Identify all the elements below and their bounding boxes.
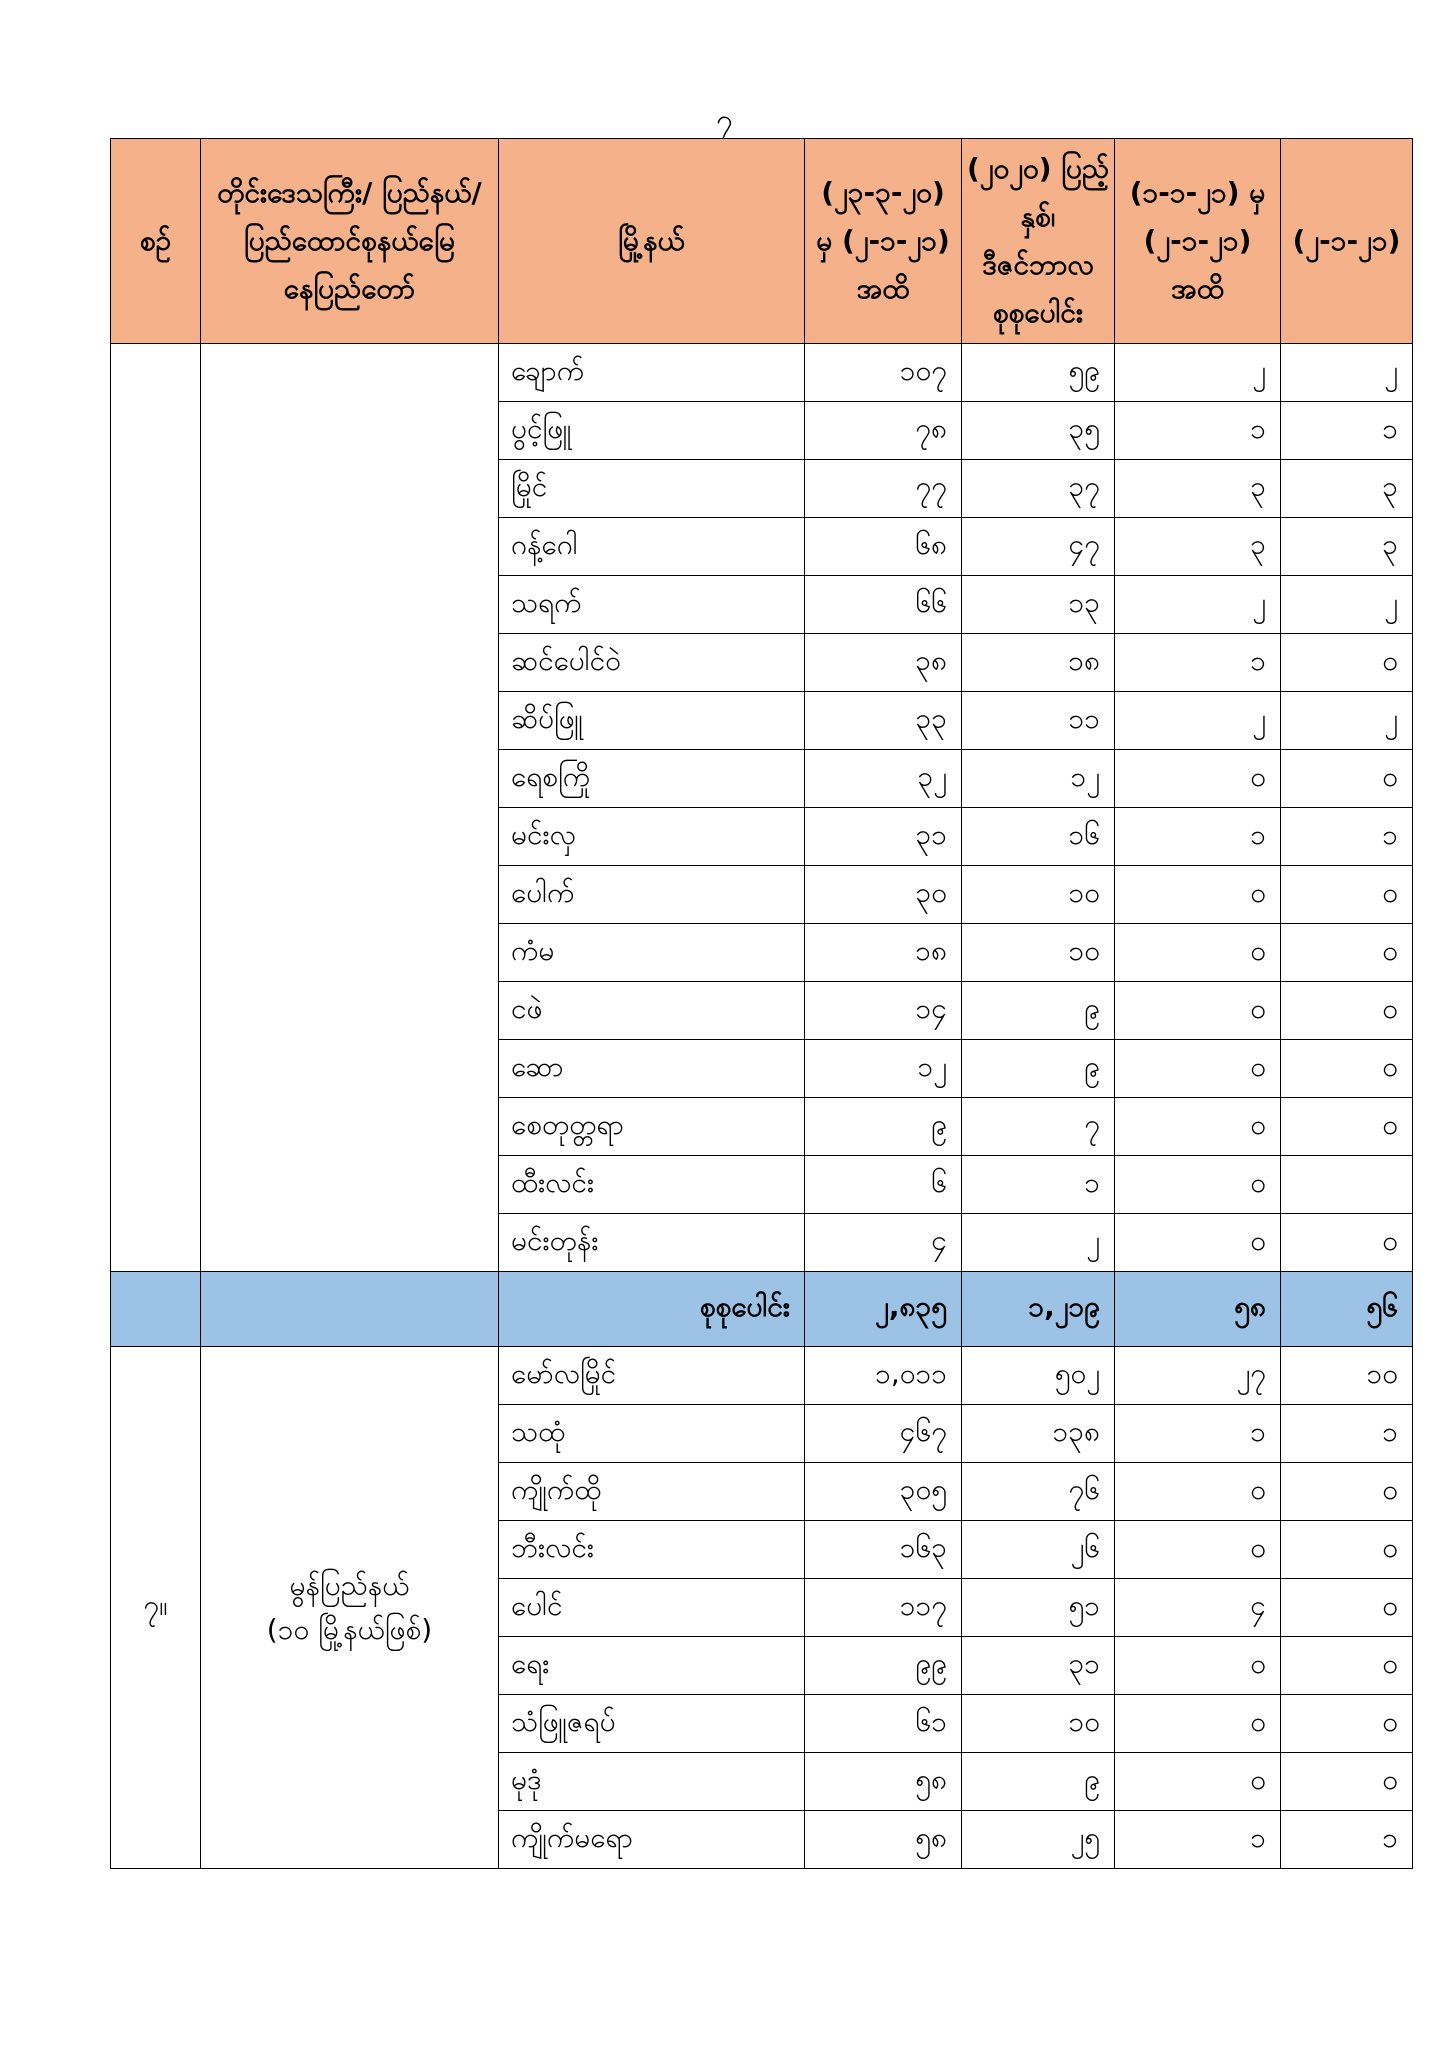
township-cell: မင်းလှ — [499, 808, 805, 866]
col3-cell: ၄ — [1115, 1579, 1281, 1637]
col2-cell: ၁၀ — [962, 1695, 1115, 1753]
col1-cell: ၁၂ — [805, 1040, 962, 1098]
col1-cell: ၆၈ — [805, 518, 962, 576]
col1-cell: ၄ — [805, 1214, 962, 1272]
col3-cell: ၀ — [1115, 1156, 1281, 1214]
col3-cell: ၁ — [1115, 634, 1281, 692]
col4-cell: ၂ — [1281, 692, 1413, 750]
serial-number-cell: ၇။ — [111, 1347, 201, 1869]
col3-cell: ၁ — [1115, 1811, 1281, 1869]
col2-cell: ၉ — [962, 982, 1115, 1040]
page-number: ၇ — [716, 103, 733, 138]
col3-cell: ၁ — [1115, 402, 1281, 460]
col3-cell: ၀ — [1115, 924, 1281, 982]
col1-cell: ၆၆ — [805, 576, 962, 634]
col3-cell: ၃ — [1115, 518, 1281, 576]
col4-cell: ၀ — [1281, 1214, 1413, 1272]
col3-cell: ၀ — [1115, 866, 1281, 924]
total-label: စုစုပေါင်း — [499, 1272, 805, 1347]
col3-cell: ၂၇ — [1115, 1347, 1281, 1405]
table-row — [111, 344, 1413, 402]
col2-cell: ၁ — [962, 1156, 1115, 1214]
col4-cell: ၀ — [1281, 1579, 1413, 1637]
col2-cell: ၁၃ — [962, 576, 1115, 634]
township-cell: ဆင်ပေါင်ဝဲ — [499, 634, 805, 692]
col4-cell: ၀ — [1281, 1040, 1413, 1098]
header-row — [111, 139, 1413, 344]
township-cell: ထီးလင်း — [499, 1156, 805, 1214]
col2-cell: ၂၆ — [962, 1521, 1115, 1579]
col4-cell: ၁ — [1281, 1811, 1413, 1869]
col4-cell: ၀ — [1281, 1695, 1413, 1753]
group-2-body — [111, 1347, 1413, 1869]
region-township-count: (၁၀ မြို့နယ်ဖြစ်) — [266, 1612, 433, 1646]
township-cell: ရေး — [499, 1637, 805, 1695]
col3-cell: ၂ — [1115, 576, 1281, 634]
township-cell: ဆိပ်ဖြူ — [499, 692, 805, 750]
total-body — [111, 1272, 1413, 1347]
township-cell: သံဖြူဇရပ် — [499, 1695, 805, 1753]
col2-cell: ၁၆ — [962, 808, 1115, 866]
serial-number-cell — [111, 344, 201, 1272]
col2-cell: ၉ — [962, 1040, 1115, 1098]
region-cell — [201, 1347, 499, 1869]
col3-cell: ၀ — [1115, 1637, 1281, 1695]
total-col3: ၅၈ — [1115, 1272, 1281, 1347]
col2-cell: ၁၈ — [962, 634, 1115, 692]
col4-cell: ၀ — [1281, 1521, 1413, 1579]
township-cell: ချောက် — [499, 344, 805, 402]
col1-cell: ၁၁၇ — [805, 1579, 962, 1637]
col1-cell: ၄၆၇ — [805, 1405, 962, 1463]
header-col1: (၂၃-၃-၂၀) မှ (၂-၁-၂၁) အထိ — [805, 139, 962, 344]
township-cell: ကံမ — [499, 924, 805, 982]
col2-cell: ၄၇ — [962, 518, 1115, 576]
total-col4: ၅၆ — [1281, 1272, 1413, 1347]
header-col4: (၂-၁-၂၁) — [1281, 139, 1413, 344]
township-cell: ရေစကြို — [499, 750, 805, 808]
col1-cell: ၁၈ — [805, 924, 962, 982]
col4-cell: ၀ — [1281, 866, 1413, 924]
col1-cell: ၉ — [805, 1098, 962, 1156]
col2-cell: ၁၀ — [962, 924, 1115, 982]
covid-township-table — [110, 138, 1413, 1869]
col1-cell: ၉၉ — [805, 1637, 962, 1695]
col2-cell: ၅၁ — [962, 1579, 1115, 1637]
col3-cell: ၀ — [1115, 1695, 1281, 1753]
col2-cell: ၉ — [962, 1753, 1115, 1811]
col2-cell: ၂၅ — [962, 1811, 1115, 1869]
col3-cell: ၀ — [1115, 750, 1281, 808]
total-col1: ၂,၈၃၅ — [805, 1272, 962, 1347]
total-sr-cell — [111, 1272, 201, 1347]
col2-cell: ၅၉ — [962, 344, 1115, 402]
township-cell: ကျိုက်ထို — [499, 1463, 805, 1521]
col4-cell: ၀ — [1281, 924, 1413, 982]
header-col3: (၁-၁-၂၁) မှ (၂-၁-၂၁) အထိ — [1115, 139, 1281, 344]
col3-cell: ၀ — [1115, 1521, 1281, 1579]
col4-cell: ၀ — [1281, 750, 1413, 808]
col4-cell: ၁ — [1281, 1405, 1413, 1463]
township-cell: ဂန့်ဂေါ — [499, 518, 805, 576]
township-cell: မင်းတုန်း — [499, 1214, 805, 1272]
region-name: မွန်ပြည်နယ် — [289, 1568, 410, 1602]
col2-cell: ၁၂ — [962, 750, 1115, 808]
col1-cell: ၇၈ — [805, 402, 962, 460]
township-cell: မော်လမြိုင် — [499, 1347, 805, 1405]
township-cell: မြိုင် — [499, 460, 805, 518]
township-cell: ဘီးလင်း — [499, 1521, 805, 1579]
col1-cell: ၆ — [805, 1156, 962, 1214]
township-cell: မုဒုံ — [499, 1753, 805, 1811]
header-col2: (၂၀၂၀) ပြည့်နှစ်၊ ဒီဇင်ဘာလ စုစုပေါင်း — [962, 139, 1115, 344]
table-row — [111, 1347, 1413, 1405]
township-cell: သရက် — [499, 576, 805, 634]
col4-cell: ၃ — [1281, 518, 1413, 576]
col2-cell: ၁၀ — [962, 866, 1115, 924]
col1-cell: ၃၃ — [805, 692, 962, 750]
col4-cell: ၂ — [1281, 344, 1413, 402]
township-cell: စေတုတ္တရာ — [499, 1098, 805, 1156]
col1-cell: ၅၈ — [805, 1811, 962, 1869]
col4-cell: ၁ — [1281, 402, 1413, 460]
col1-cell: ၃၀ — [805, 866, 962, 924]
col4-cell: ၀ — [1281, 1098, 1413, 1156]
col4-cell: ၀ — [1281, 1753, 1413, 1811]
col3-cell: ၀ — [1115, 1214, 1281, 1272]
col4-cell: ၀ — [1281, 634, 1413, 692]
col4-cell: ၁၀ — [1281, 1347, 1413, 1405]
col3-cell: ၁ — [1115, 1405, 1281, 1463]
col1-cell: ၁,၀၁၁ — [805, 1347, 962, 1405]
township-cell: သထုံ — [499, 1405, 805, 1463]
header-region: တိုင်းဒေသကြီး/ ပြည်နယ်/ ပြည်ထောင်စုနယ်မြေ နေပြည်တော် — [201, 139, 499, 344]
total-region-cell — [201, 1272, 499, 1347]
col1-cell: ၃၈ — [805, 634, 962, 692]
col1-cell: ၅၈ — [805, 1753, 962, 1811]
header-sr: စဉ် — [111, 139, 201, 344]
col2-cell: ၇ — [962, 1098, 1115, 1156]
col4-cell — [1281, 1156, 1413, 1214]
township-cell: ပေါက် — [499, 866, 805, 924]
col4-cell: ၀ — [1281, 982, 1413, 1040]
col1-cell: ၁၀၇ — [805, 344, 962, 402]
township-cell: ကျိုက်မရော — [499, 1811, 805, 1869]
total-row — [111, 1272, 1413, 1347]
col3-cell: ၀ — [1115, 982, 1281, 1040]
col4-cell: ၁ — [1281, 808, 1413, 866]
col2-cell: ၇၆ — [962, 1463, 1115, 1521]
col2-cell: ၂ — [962, 1214, 1115, 1272]
township-cell: ပွင့်ဖြူ — [499, 402, 805, 460]
township-cell: ငဖဲ — [499, 982, 805, 1040]
col3-cell: ၀ — [1115, 1463, 1281, 1521]
group-1-body — [111, 344, 1413, 1272]
col4-cell: ၀ — [1281, 1637, 1413, 1695]
col4-cell: ၀ — [1281, 1463, 1413, 1521]
col3-cell: ၀ — [1115, 1753, 1281, 1811]
col2-cell: ၃၁ — [962, 1637, 1115, 1695]
col1-cell: ၃၁ — [805, 808, 962, 866]
col1-cell: ၃၀၅ — [805, 1463, 962, 1521]
col1-cell: ၁၆၃ — [805, 1521, 962, 1579]
col2-cell: ၅၀၂ — [962, 1347, 1115, 1405]
col2-cell: ၃၅ — [962, 402, 1115, 460]
township-cell: ဆော — [499, 1040, 805, 1098]
col2-cell: ၁၃၈ — [962, 1405, 1115, 1463]
region-cell — [201, 344, 499, 1272]
col3-cell: ၂ — [1115, 692, 1281, 750]
total-col2: ၁,၂၁၉ — [962, 1272, 1115, 1347]
col4-cell: ၂ — [1281, 576, 1413, 634]
col2-cell: ၃၇ — [962, 460, 1115, 518]
township-cell: ပေါင် — [499, 1579, 805, 1637]
col3-cell: ၂ — [1115, 344, 1281, 402]
col3-cell: ၁ — [1115, 808, 1281, 866]
col1-cell: ၇၇ — [805, 460, 962, 518]
header-township: မြို့နယ် — [499, 139, 805, 344]
col3-cell: ၃ — [1115, 460, 1281, 518]
col1-cell: ၁၄ — [805, 982, 962, 1040]
col2-cell: ၁၁ — [962, 692, 1115, 750]
col1-cell: ၃၂ — [805, 750, 962, 808]
col4-cell: ၃ — [1281, 460, 1413, 518]
col1-cell: ၆၁ — [805, 1695, 962, 1753]
col3-cell: ၀ — [1115, 1098, 1281, 1156]
col3-cell: ၀ — [1115, 1040, 1281, 1098]
